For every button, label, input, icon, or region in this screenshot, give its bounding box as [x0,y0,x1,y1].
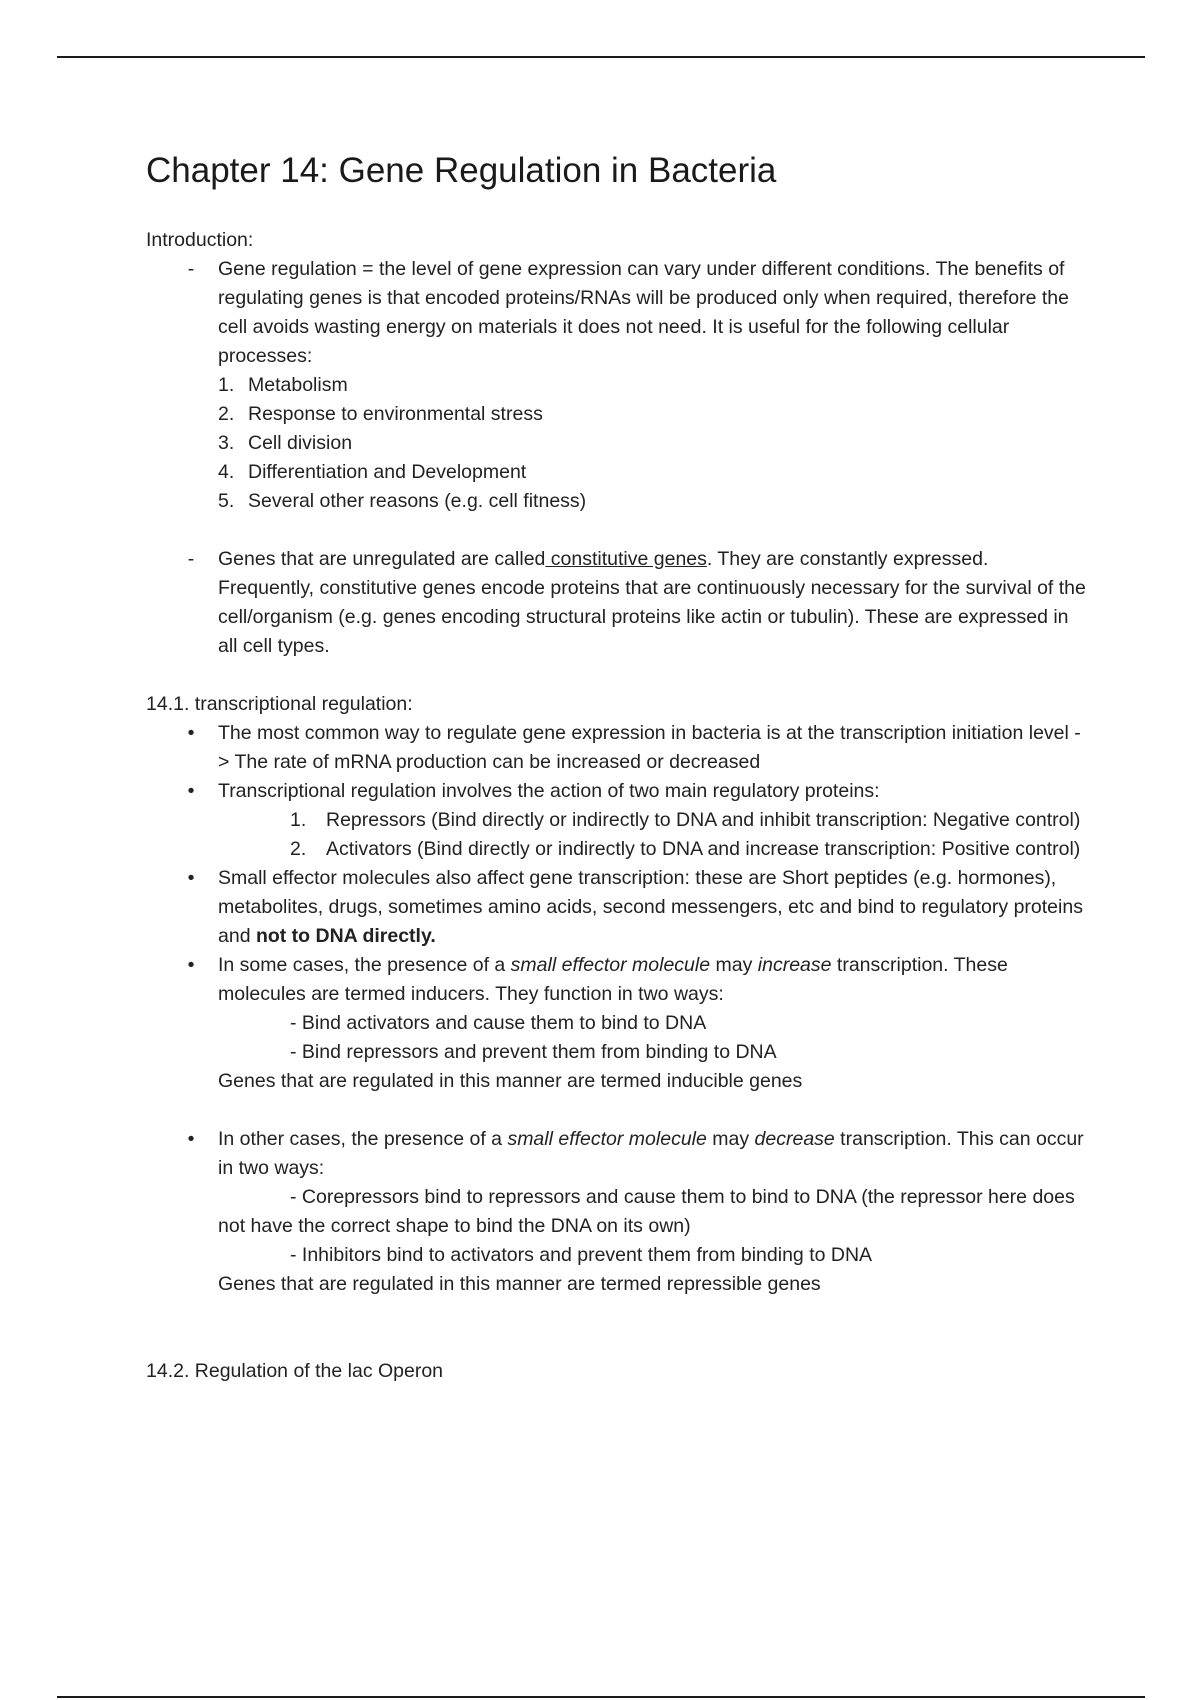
bullet-item-2 [146,777,1086,806]
bullet-text-1: The most common way to regulate gene expression in bacteria is at the transcription initiation level -> The rate of mRNA production can be increased or decreased [218,722,1081,773]
process-text: Differentiation and Development [248,461,527,483]
inducer-way-2: - Bind repressors and prevent them from binding to DNA [290,1041,777,1063]
inducer-italic-1: small effector molecule [510,954,711,976]
protein-text: Repressors (Bind directly or indirectly to DNA and inhibit transcription: Negative control) [326,809,1081,831]
section-14-2-heading: 14.2. Regulation of the lac Operon [146,1360,444,1382]
bottom-rule [57,1696,1145,1698]
process-number: 2. [218,403,235,425]
repressor-way-1 [218,1183,1086,1241]
repressor-text-c: transcription. This can occur in two ways: [218,1128,1084,1179]
intro-item-1 [146,255,1086,516]
repressor-text-b: may [706,1128,755,1150]
bullet-item-1 [146,719,1086,777]
top-rule [57,56,1145,58]
process-number: 4. [218,461,235,483]
bullet-marker: • [187,1128,195,1150]
process-text: Response to environmental stress [248,403,543,425]
process-text: Several other reasons (e.g. cell fitness) [248,490,587,512]
effector-bold-text: not to DNA directly. [255,925,436,947]
inducer-text-a: In some cases, the presence of a [218,954,511,976]
repressible-genes-text: Genes that are regulated in this manner are termed repressible genes [218,1273,821,1295]
repressor-italic-2: decrease [754,1128,835,1150]
bullet-text-5 [218,1125,1086,1183]
repressor-italic-1: small effector molecule [507,1128,707,1150]
process-number: 1. [218,374,235,396]
protein-text: Activators (Bind directly or indirectly to DNA and increase transcription: Positive control) [326,838,1081,860]
effector-text: Small effector molecules also affect gene transcription: these are Short peptides (e.g. hormones), metabolites, drugs, sometimes amino acids, second messengers, etc and bind to regulatory proteins and [218,867,1083,947]
bullet-text-3 [218,864,1086,951]
inducible-genes-text: Genes that are regulated in this manner are termed inducible genes [218,1070,803,1092]
process-item [218,371,1086,400]
bullet-item-3 [146,864,1086,951]
inducer-way-1: - Bind activators and cause them to bind to DNA [290,1012,707,1034]
protein-number: 2. [290,838,307,860]
intro-heading: Introduction: [146,229,254,251]
section-14-1-heading: 14.1. transcriptional regulation: [146,693,413,715]
inducer-italic-2: increase [757,954,832,976]
protein-item [146,835,1086,864]
process-number: 5. [218,490,235,512]
bullet-marker: • [187,780,195,802]
intro-paragraph-1: Gene regulation = the level of gene expression can vary under different conditions. The benefits of regulating genes is that encoded proteins/RNAs will be produced only when required, therefore the cell avoids wasting energy on materials it does not need. It is useful for the following cellular processes: [218,258,1069,367]
protein-item [146,806,1086,835]
document-body [146,146,1086,1386]
bullet-marker: • [187,722,195,744]
repressor-way-2: - Inhibitors bind to activators and prevent them from binding to DNA [290,1244,873,1266]
intro-paragraph-2 [218,545,1086,661]
process-number: 3. [218,432,235,454]
process-item [218,400,1086,429]
corepressor-text: - Corepressors bind to repressors and cause them to bind to DNA (the repressor here does not have the correct shape to bind the DNA on its own) [218,1186,1075,1237]
process-item [218,487,1086,516]
inducer-text-c: transcription. These molecules are termed inducers. They function in two ways: [218,954,1008,1005]
bullet-text-4 [218,951,1086,1009]
dash-marker: - [187,258,195,280]
chapter-title: Chapter 14: Gene Regulation in Bacteria [146,151,777,190]
dash-marker: - [187,548,195,570]
bullet-item-5 [146,1125,1086,1299]
process-item [218,429,1086,458]
intro-item-2 [146,545,1086,661]
constitutive-text-start: Genes that are unregulated are called [218,548,546,570]
constitutive-text-end: . They are constantly expressed. Frequently, constitutive genes encode proteins that are continuously necessary for the survival of the cell/organism (e.g. genes encoding structural proteins like actin or tubulin). These are expressed in all cell types. [218,548,1086,657]
repressor-text-a: In other cases, the presence of a [218,1128,508,1150]
bullet-marker: • [187,954,195,976]
inducer-text-b: may [710,954,758,976]
bullet-item-4 [146,951,1086,1096]
process-text: Cell division [248,432,353,454]
constitutive-genes-term: constitutive genes [545,548,707,570]
bullet-text-2: Transcriptional regulation involves the action of two main regulatory proteins: [218,780,880,802]
process-text: Metabolism [248,374,348,396]
process-item [218,458,1086,487]
bullet-marker: • [187,867,195,889]
protein-number: 1. [290,809,307,831]
